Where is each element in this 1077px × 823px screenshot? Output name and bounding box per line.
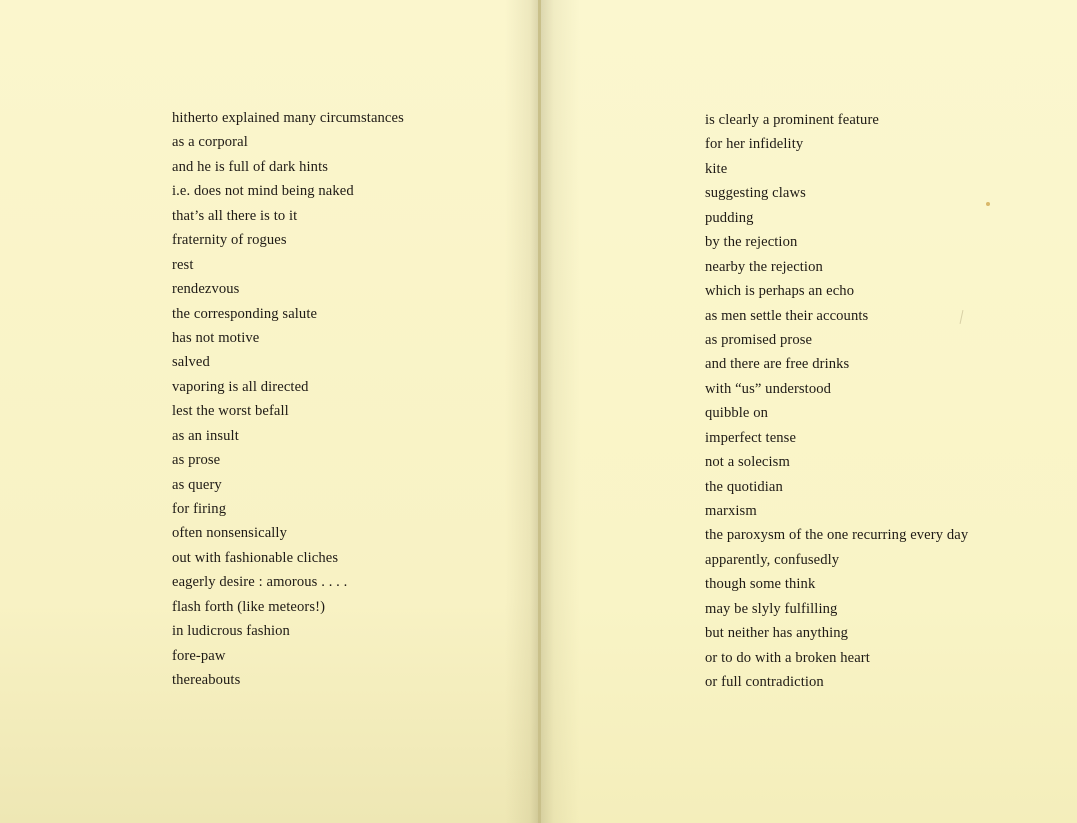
right-line-15: not a solecism [705, 454, 790, 471]
right-line-19: apparently, confusedly [705, 551, 840, 568]
right-line-12: with “us” understood [705, 380, 832, 397]
left-line-5: that’s all there is to it [172, 207, 298, 224]
left-line-11: salved [172, 354, 210, 371]
right-line-24: or full contradiction [705, 674, 824, 691]
left-line-3: and he is full of dark hints [172, 158, 329, 175]
left-line-2: as a corporal [172, 134, 248, 151]
right-line-20: though some think [705, 576, 816, 593]
right-line-5: pudding [705, 209, 754, 226]
left-line-6: fraternity of rogues [172, 232, 287, 249]
right-line-21: may be slyly fulfilling [705, 600, 838, 617]
left-line-12: vaporing is all directed [172, 378, 309, 395]
right-line-17: marxism [705, 503, 757, 519]
right-line-14: imperfect tense [705, 429, 797, 446]
right-line-2: for her infidelity [705, 136, 804, 153]
right-line-18: the paroxysm of the one recurring every day [705, 527, 969, 544]
right-line-7: nearby the rejection [705, 258, 823, 275]
left-line-17: for firing [172, 501, 227, 517]
right-line-9: as men settle their accounts [705, 307, 869, 324]
paper-speck [986, 202, 990, 206]
left-line-16: as query [172, 476, 222, 493]
right-line-8: which is perhaps an echo [705, 283, 855, 300]
right-line-10: as promised prose [705, 331, 813, 348]
left-line-18: often nonsensically [172, 525, 287, 542]
left-line-4: i.e. does not mind being naked [172, 183, 354, 200]
left-line-7: rest [172, 256, 194, 273]
left-line-9: the corresponding salute [172, 305, 318, 322]
right-line-3: kite [705, 160, 728, 177]
left-line-1: hitherto explained many circumstances [172, 110, 404, 126]
right-line-22: but neither has anything [705, 625, 849, 642]
left-line-13: lest the worst befall [172, 403, 289, 420]
left-line-10: has not motive [172, 329, 260, 346]
left-page-lines [172, 106, 404, 693]
left-line-15: as prose [172, 452, 221, 469]
left-line-23: fore-paw [172, 647, 226, 664]
left-line-14: as an insult [172, 427, 239, 444]
right-line-13: quibble on [705, 405, 769, 422]
left-line-24: thereabouts [172, 672, 241, 689]
book-gutter [538, 0, 541, 823]
left-line-21: flash forth (like meteors!) [172, 598, 326, 615]
right-line-6: by the rejection [705, 234, 798, 251]
left-line-20: eagerly desire : amorous . . . . [172, 574, 348, 591]
right-line-4: suggesting claws [705, 185, 806, 202]
left-line-19: out with fashionable cliches [172, 549, 339, 566]
right-line-1: is clearly a prominent feature [705, 112, 879, 128]
right-page [540, 0, 1077, 823]
right-line-23: or to do with a broken heart [705, 649, 870, 666]
right-line-11: and there are free drinks [705, 356, 850, 373]
left-line-22: in ludicrous fashion [172, 623, 290, 640]
right-line-16: the quotidian [705, 478, 783, 495]
right-page-lines [705, 108, 968, 695]
left-line-8: rendezvous [172, 281, 240, 298]
